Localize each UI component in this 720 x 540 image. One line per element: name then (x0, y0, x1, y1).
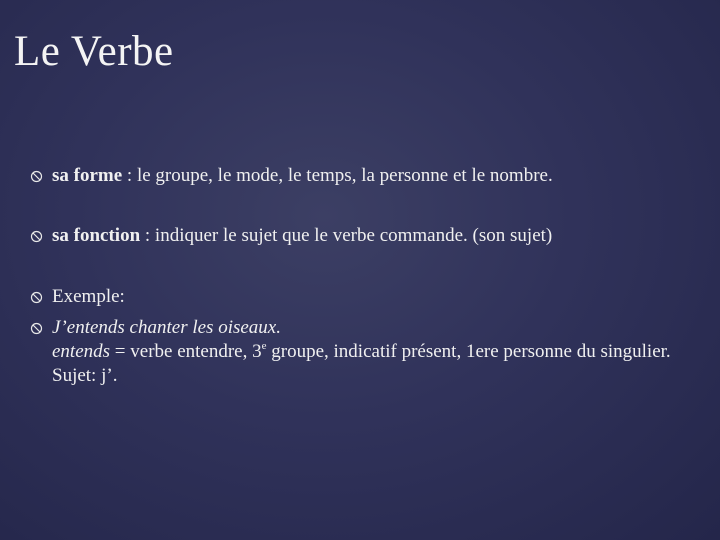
bullet-text (52, 224, 692, 248)
example-sentence: J’entends chanter les oiseaux. (52, 317, 281, 338)
example-superscript: e (261, 340, 267, 352)
circle-slash-bullet-icon (30, 291, 43, 304)
bullet-text (52, 316, 692, 388)
slide-title: Le Verbe (14, 28, 174, 75)
circle-slash-bullet-icon (30, 230, 43, 243)
bullet-text (52, 164, 692, 188)
bullet-label: sa forme (52, 165, 123, 186)
bullet-label: sa fonction (52, 225, 141, 246)
example-analysis-b: groupe, indicatif présent, 1ere personne du singulier. Sujet: j’. (52, 341, 671, 386)
circle-slash-bullet-icon (30, 322, 43, 335)
circle-slash-bullet-icon (30, 170, 43, 183)
example-analysis-a: = verbe entendre, 3 (110, 341, 262, 362)
example-analysis (52, 340, 692, 388)
bullet-rest: : le groupe, le mode, le temps, la personne et le nombre. (122, 165, 553, 186)
bullet-text: Exemple: (52, 286, 125, 307)
example-verb: entends (52, 341, 111, 362)
bullet-rest: : indiquer le sujet que le verbe commande. (son sujet) (140, 225, 553, 246)
